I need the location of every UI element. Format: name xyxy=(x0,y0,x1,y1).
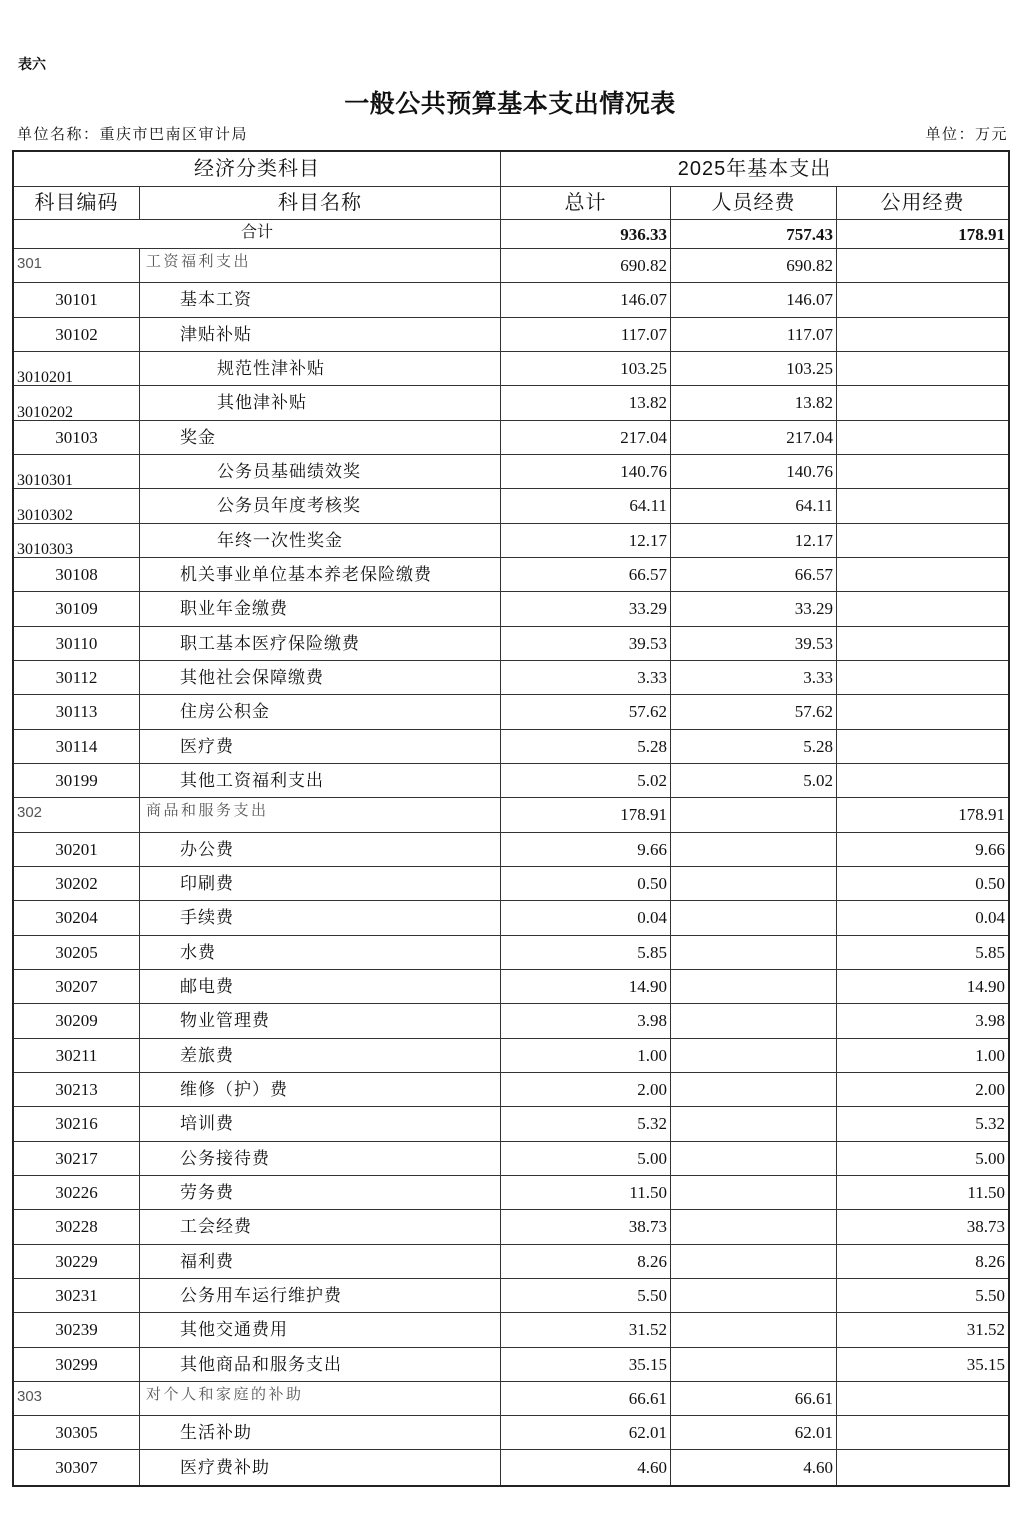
row-personnel xyxy=(671,970,837,1004)
header-name: 科目名称 xyxy=(140,187,501,220)
row-public: 3.98 xyxy=(837,1004,1008,1038)
row-code: 303 xyxy=(14,1382,140,1416)
row-name: 公务接待费 xyxy=(140,1142,501,1176)
row-code: 30103 xyxy=(14,421,140,455)
row-public xyxy=(837,386,1008,420)
row-total: 5.50 xyxy=(501,1279,671,1313)
row-name: 公务员年度考核奖 xyxy=(140,489,501,523)
row-total: 5.28 xyxy=(501,730,671,764)
row-personnel: 140.76 xyxy=(671,455,837,489)
row-public: 5.32 xyxy=(837,1107,1008,1141)
row-code: 301 xyxy=(14,249,140,283)
row-total: 62.01 xyxy=(501,1416,671,1450)
row-personnel: 57.62 xyxy=(671,695,837,729)
row-code: 30229 xyxy=(14,1245,140,1279)
row-code: 30307 xyxy=(14,1450,140,1484)
row-code: 3010201 xyxy=(14,352,140,386)
row-code: 3010202 xyxy=(14,386,140,420)
row-name: 规范性津补贴 xyxy=(140,352,501,386)
row-total: 2.00 xyxy=(501,1073,671,1107)
row-personnel xyxy=(671,1210,837,1244)
row-name: 手续费 xyxy=(140,901,501,935)
row-total: 33.29 xyxy=(501,592,671,626)
row-name: 差旅费 xyxy=(140,1039,501,1073)
row-public xyxy=(837,764,1008,798)
row-name: 住房公积金 xyxy=(140,695,501,729)
header-personnel: 人员经费 xyxy=(671,187,837,220)
row-personnel xyxy=(671,1039,837,1073)
row-name: 其他社会保障缴费 xyxy=(140,661,501,695)
row-code: 30114 xyxy=(14,730,140,764)
total-sum: 936.33 xyxy=(501,220,671,249)
row-name: 培训费 xyxy=(140,1107,501,1141)
header-total: 总计 xyxy=(501,187,671,220)
row-code: 30108 xyxy=(14,558,140,592)
row-name: 水费 xyxy=(140,936,501,970)
row-total: 690.82 xyxy=(501,249,671,283)
row-code: 3010302 xyxy=(14,489,140,523)
row-personnel: 690.82 xyxy=(671,249,837,283)
row-name: 公务用车运行维护费 xyxy=(140,1279,501,1313)
page-title: 一般公共预算基本支出情况表 xyxy=(344,91,676,118)
row-name: 职工基本医疗保险缴费 xyxy=(140,627,501,661)
row-total: 38.73 xyxy=(501,1210,671,1244)
row-name: 对个人和家庭的补助 xyxy=(140,1382,501,1416)
row-total: 5.02 xyxy=(501,764,671,798)
row-public: 31.52 xyxy=(837,1313,1008,1347)
row-public xyxy=(837,283,1008,317)
row-personnel: 33.29 xyxy=(671,592,837,626)
row-code: 30211 xyxy=(14,1039,140,1073)
row-personnel xyxy=(671,833,837,867)
row-code: 3010301 xyxy=(14,455,140,489)
row-code: 30305 xyxy=(14,1416,140,1450)
row-code: 30228 xyxy=(14,1210,140,1244)
row-public xyxy=(837,489,1008,523)
row-public xyxy=(837,524,1008,558)
row-name: 邮电费 xyxy=(140,970,501,1004)
row-public xyxy=(837,318,1008,352)
row-code: 30204 xyxy=(14,901,140,935)
row-code: 30113 xyxy=(14,695,140,729)
row-personnel: 5.02 xyxy=(671,764,837,798)
row-public xyxy=(837,249,1008,283)
row-name: 其他商品和服务支出 xyxy=(140,1348,501,1382)
row-name: 奖金 xyxy=(140,421,501,455)
row-personnel: 64.11 xyxy=(671,489,837,523)
row-code: 30217 xyxy=(14,1142,140,1176)
row-total: 9.66 xyxy=(501,833,671,867)
row-public: 1.00 xyxy=(837,1039,1008,1073)
row-name: 医疗费 xyxy=(140,730,501,764)
total-public: 178.91 xyxy=(837,220,1008,249)
row-total: 3.33 xyxy=(501,661,671,695)
row-public xyxy=(837,1416,1008,1450)
row-public: 8.26 xyxy=(837,1245,1008,1279)
row-total: 13.82 xyxy=(501,386,671,420)
row-public: 0.04 xyxy=(837,901,1008,935)
row-code: 30101 xyxy=(14,283,140,317)
row-public: 11.50 xyxy=(837,1176,1008,1210)
row-name: 生活补助 xyxy=(140,1416,501,1450)
row-public: 5.50 xyxy=(837,1279,1008,1313)
row-personnel: 5.28 xyxy=(671,730,837,764)
row-personnel xyxy=(671,1348,837,1382)
row-public: 178.91 xyxy=(837,798,1008,832)
row-name: 医疗费补助 xyxy=(140,1450,501,1484)
row-code: 30239 xyxy=(14,1313,140,1347)
organization-name: 单位名称：重庆市巴南区审计局 xyxy=(17,127,249,143)
row-public: 35.15 xyxy=(837,1348,1008,1382)
row-name: 工会经费 xyxy=(140,1210,501,1244)
budget-table xyxy=(12,150,1010,1487)
row-public xyxy=(837,1450,1008,1484)
row-total: 31.52 xyxy=(501,1313,671,1347)
row-name: 物业管理费 xyxy=(140,1004,501,1038)
row-code: 3010303 xyxy=(14,524,140,558)
row-total: 5.32 xyxy=(501,1107,671,1141)
total-personnel: 757.43 xyxy=(671,220,837,249)
row-total: 66.61 xyxy=(501,1382,671,1416)
row-personnel: 4.60 xyxy=(671,1450,837,1484)
row-name: 其他交通费用 xyxy=(140,1313,501,1347)
row-name: 劳务费 xyxy=(140,1176,501,1210)
row-name: 维修（护）费 xyxy=(140,1073,501,1107)
row-personnel xyxy=(671,1004,837,1038)
row-total: 5.85 xyxy=(501,936,671,970)
row-code: 30213 xyxy=(14,1073,140,1107)
row-personnel xyxy=(671,1176,837,1210)
row-name: 印刷费 xyxy=(140,867,501,901)
row-code: 30226 xyxy=(14,1176,140,1210)
row-total: 11.50 xyxy=(501,1176,671,1210)
row-personnel xyxy=(671,1313,837,1347)
row-name: 年终一次性奖金 xyxy=(140,524,501,558)
row-public xyxy=(837,627,1008,661)
row-personnel: 62.01 xyxy=(671,1416,837,1450)
row-code: 30216 xyxy=(14,1107,140,1141)
row-total: 12.17 xyxy=(501,524,671,558)
row-name: 基本工资 xyxy=(140,283,501,317)
row-public xyxy=(837,1382,1008,1416)
row-name: 其他工资福利支出 xyxy=(140,764,501,798)
row-public: 9.66 xyxy=(837,833,1008,867)
header-basic-expenditure: 2025年基本支出 xyxy=(501,152,1008,187)
row-name: 职业年金缴费 xyxy=(140,592,501,626)
header-code: 科目编码 xyxy=(14,187,140,220)
row-code: 30109 xyxy=(14,592,140,626)
row-total: 39.53 xyxy=(501,627,671,661)
row-personnel: 3.33 xyxy=(671,661,837,695)
row-total: 14.90 xyxy=(501,970,671,1004)
row-personnel xyxy=(671,1279,837,1313)
row-name: 福利费 xyxy=(140,1245,501,1279)
row-public: 38.73 xyxy=(837,1210,1008,1244)
row-total: 64.11 xyxy=(501,489,671,523)
row-personnel: 103.25 xyxy=(671,352,837,386)
row-code: 30299 xyxy=(14,1348,140,1382)
row-public xyxy=(837,592,1008,626)
row-code: 30231 xyxy=(14,1279,140,1313)
row-name: 其他津补贴 xyxy=(140,386,501,420)
row-name: 津贴补贴 xyxy=(140,318,501,352)
row-name: 商品和服务支出 xyxy=(140,798,501,832)
row-name: 机关事业单位基本养老保险缴费 xyxy=(140,558,501,592)
row-total: 0.50 xyxy=(501,867,671,901)
row-total: 5.00 xyxy=(501,1142,671,1176)
total-label: 合计 xyxy=(14,220,501,249)
row-total: 57.62 xyxy=(501,695,671,729)
row-total: 3.98 xyxy=(501,1004,671,1038)
row-total: 0.04 xyxy=(501,901,671,935)
row-public: 5.00 xyxy=(837,1142,1008,1176)
row-public xyxy=(837,421,1008,455)
row-total: 8.26 xyxy=(501,1245,671,1279)
row-personnel xyxy=(671,936,837,970)
row-code: 30205 xyxy=(14,936,140,970)
row-personnel: 146.07 xyxy=(671,283,837,317)
row-personnel: 66.61 xyxy=(671,1382,837,1416)
header-economic-category: 经济分类科目 xyxy=(14,152,501,187)
row-public xyxy=(837,730,1008,764)
row-public: 5.85 xyxy=(837,936,1008,970)
header-public: 公用经费 xyxy=(837,187,1008,220)
row-total: 217.04 xyxy=(501,421,671,455)
row-code: 30112 xyxy=(14,661,140,695)
row-public xyxy=(837,352,1008,386)
row-personnel: 117.07 xyxy=(671,318,837,352)
row-name: 办公费 xyxy=(140,833,501,867)
row-public: 0.50 xyxy=(837,867,1008,901)
row-personnel xyxy=(671,901,837,935)
row-personnel xyxy=(671,1073,837,1107)
row-public: 14.90 xyxy=(837,970,1008,1004)
row-personnel: 217.04 xyxy=(671,421,837,455)
row-total: 66.57 xyxy=(501,558,671,592)
row-personnel xyxy=(671,867,837,901)
row-code: 30199 xyxy=(14,764,140,798)
row-public xyxy=(837,695,1008,729)
row-total: 178.91 xyxy=(501,798,671,832)
row-personnel: 66.57 xyxy=(671,558,837,592)
row-name: 工资福利支出 xyxy=(140,249,501,283)
row-total: 117.07 xyxy=(501,318,671,352)
row-personnel: 39.53 xyxy=(671,627,837,661)
row-total: 1.00 xyxy=(501,1039,671,1073)
row-code: 30202 xyxy=(14,867,140,901)
row-total: 103.25 xyxy=(501,352,671,386)
row-personnel xyxy=(671,798,837,832)
row-personnel: 13.82 xyxy=(671,386,837,420)
row-total: 146.07 xyxy=(501,283,671,317)
row-public xyxy=(837,455,1008,489)
row-personnel xyxy=(671,1107,837,1141)
row-name: 公务员基础绩效奖 xyxy=(140,455,501,489)
row-personnel: 12.17 xyxy=(671,524,837,558)
row-total: 4.60 xyxy=(501,1450,671,1484)
table-number-label: 表六 xyxy=(18,56,46,72)
row-personnel xyxy=(671,1142,837,1176)
row-total: 35.15 xyxy=(501,1348,671,1382)
row-personnel xyxy=(671,1245,837,1279)
row-public: 2.00 xyxy=(837,1073,1008,1107)
row-code: 30201 xyxy=(14,833,140,867)
row-public xyxy=(837,661,1008,695)
row-code: 30209 xyxy=(14,1004,140,1038)
row-code: 30102 xyxy=(14,318,140,352)
unit-label: 单位：万元 xyxy=(925,127,1008,143)
row-code: 302 xyxy=(14,798,140,832)
row-public xyxy=(837,558,1008,592)
row-code: 30207 xyxy=(14,970,140,1004)
row-code: 30110 xyxy=(14,627,140,661)
row-total: 140.76 xyxy=(501,455,671,489)
